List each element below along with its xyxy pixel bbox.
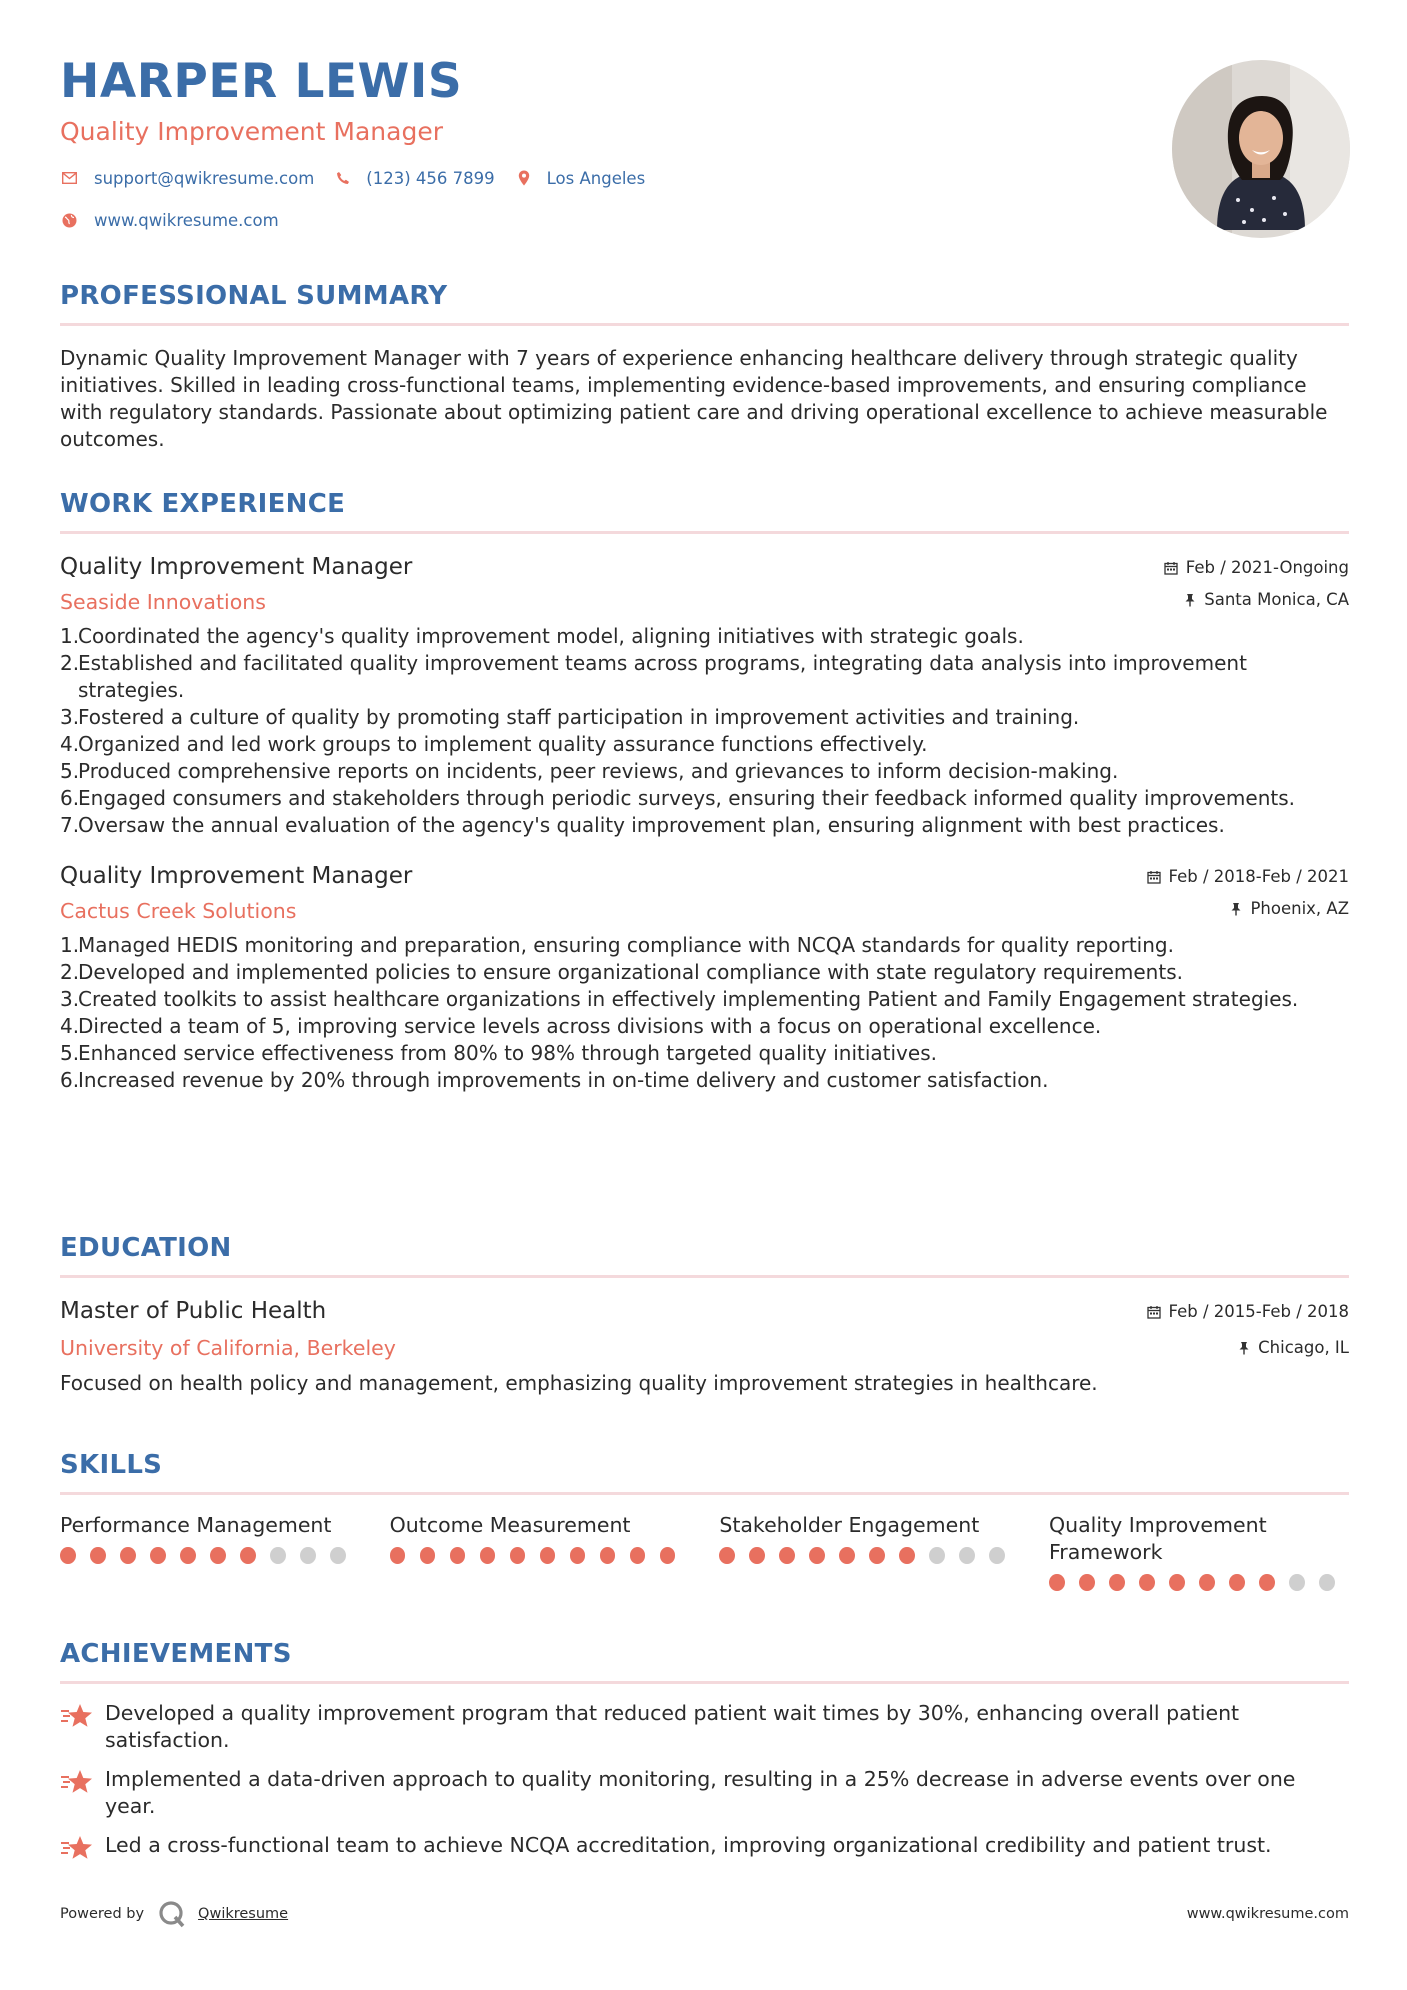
job-entry (60, 863, 1349, 1094)
rating-dot-empty (270, 1547, 286, 1564)
degree-name: Master of Public Health (60, 1298, 327, 1324)
job-dates-text: Feb / 2021-Ongoing (1185, 558, 1349, 577)
job-location (1230, 899, 1349, 918)
list-item: Established and facilitated quality improvement teams across programs, integrating data analysis into improvement strategies. (78, 651, 1247, 702)
list-item: Enhanced service effectiveness from 80% to 98% through targeted quality initiatives. (78, 1041, 937, 1065)
summary-heading: PROFESSIONAL SUMMARY (60, 281, 448, 311)
rating-dot-empty (959, 1547, 975, 1564)
footer-url[interactable]: www.qwikresume.com (1186, 1906, 1349, 1922)
phone-item[interactable] (334, 169, 494, 188)
map-pin-icon (515, 169, 533, 187)
rating-dot-empty (330, 1547, 346, 1564)
rating-dot-filled (210, 1547, 226, 1564)
education-location-text: Chicago, IL (1258, 1338, 1349, 1357)
summary-text: Dynamic Quality Improvement Manager with 7 years of experience enhancing healthcare delivery through strategic quality initiatives. Skilled in leading cross-functional teams, implementing evidence-based improvements, and ensuring compliance with regulatory standards. Passionate about optimizing patient care and driving operational excellence to achieve measurable outcomes. (60, 346, 1328, 451)
website-row (60, 210, 1349, 230)
globe-icon (60, 211, 78, 229)
rating-dot-filled (480, 1547, 496, 1564)
skill-name: Stakeholder Engagement (719, 1513, 980, 1537)
achievement-text: Implemented a data-driven approach to quality monitoring, resulting in a 25% decrease in adverse events over one year. (105, 1767, 1296, 1818)
job-dates (1147, 867, 1349, 886)
contact-row (60, 168, 1349, 188)
rating-dot-filled (869, 1547, 885, 1564)
education-dates-text: Feb / 2015-Feb / 2018 (1168, 1302, 1349, 1321)
resume-header (60, 54, 1349, 230)
list-item: Directed a team of 5, improving service levels across divisions with a focus on operational excellence. (78, 1014, 1102, 1038)
achievement-text: Led a cross-functional team to achieve NCQA accreditation, improving organizational credibility and patient trust. (105, 1833, 1272, 1857)
job-dates-text: Feb / 2018-Feb / 2021 (1168, 867, 1349, 886)
job-title: Quality Improvement Manager (60, 554, 413, 580)
job-location-text: Phoenix, AZ (1250, 899, 1349, 918)
rating-dot-filled (450, 1547, 466, 1564)
website-text: www.qwikresume.com (94, 210, 279, 230)
list-item (60, 1700, 1349, 1754)
list-item: Increased revenue by 20% through improvements in on-time delivery and customer satisfaction. (78, 1068, 1049, 1092)
company-name: Seaside Innovations (60, 590, 266, 614)
rating-dot-filled (749, 1547, 765, 1564)
duties-list (60, 932, 1349, 1094)
skills-grid (60, 1512, 1349, 1591)
calendar-icon (1164, 561, 1178, 575)
skill-rating (60, 1547, 360, 1564)
education-description: Focused on health policy and management, emphasizing quality improvement strategies in healthcare. (60, 1371, 1098, 1395)
rating-dot-filled (1169, 1574, 1185, 1591)
candidate-title: Quality Improvement Manager (60, 117, 443, 146)
rating-dot-filled (630, 1547, 646, 1564)
list-item: Fostered a culture of quality by promoting staff participation in improvement activities and training. (78, 705, 1080, 729)
rating-dot-filled (150, 1547, 166, 1564)
skill-name: Performance Management (60, 1513, 332, 1537)
powered-by (60, 1900, 288, 1928)
rating-dot-empty (300, 1547, 316, 1564)
star-icon (60, 1702, 94, 1732)
rating-dot-filled (1259, 1574, 1275, 1591)
skill-rating (390, 1547, 690, 1564)
list-item: Produced comprehensive reports on incidents, peer reviews, and grievances to inform decision-making. (78, 759, 1119, 783)
rating-dot-filled (240, 1547, 256, 1564)
section-divider (60, 1492, 1349, 1495)
qwikresume-link[interactable]: Qwikresume (198, 1906, 289, 1922)
education-heading: EDUCATION (60, 1233, 232, 1263)
powered-by-text: Powered by (60, 1906, 145, 1922)
rating-dot-filled (180, 1547, 196, 1564)
rating-dot-filled (779, 1547, 795, 1564)
rating-dot-filled (809, 1547, 825, 1564)
duties-list (60, 623, 1349, 839)
skill-name: Outcome Measurement (389, 1513, 631, 1537)
rating-dot-empty (929, 1547, 945, 1564)
section-divider (60, 1275, 1349, 1278)
profile-photo (1172, 60, 1350, 238)
company-name: Cactus Creek Solutions (60, 899, 297, 923)
education-section (60, 1235, 1349, 1397)
section-divider (60, 323, 1349, 326)
section-divider (60, 1681, 1349, 1684)
skill-item (719, 1512, 1019, 1591)
skill-item (60, 1512, 360, 1591)
list-item: Developed and implemented policies to ensure organizational compliance with state regulatory requirements. (78, 960, 1183, 984)
list-item: Coordinated the agency's quality improvement model, aligning initiatives with strategic goals. (78, 624, 1024, 648)
rating-dot-empty (1289, 1574, 1305, 1591)
rating-dot-filled (1109, 1574, 1125, 1591)
phone-icon (334, 169, 352, 187)
rating-dot-filled (1139, 1574, 1155, 1591)
candidate-name: HARPER LEWIS (60, 54, 463, 109)
pushpin-icon (1238, 1341, 1250, 1355)
rating-dot-filled (90, 1547, 106, 1564)
rating-dot-filled (719, 1547, 735, 1564)
job-title: Quality Improvement Manager (60, 863, 413, 889)
school-name: University of California, Berkeley (60, 1336, 396, 1360)
rating-dot-filled (540, 1547, 556, 1564)
experience-heading: WORK EXPERIENCE (60, 489, 346, 519)
pushpin-icon (1184, 593, 1196, 607)
star-icon (60, 1768, 94, 1798)
skills-section (60, 1452, 1349, 1591)
rating-dot-empty (1319, 1574, 1335, 1591)
skill-item (1049, 1512, 1349, 1591)
achievements-heading: ACHIEVEMENTS (60, 1639, 292, 1669)
list-item: Organized and led work groups to implement quality assurance functions effectively. (78, 732, 928, 756)
education-dates (1147, 1302, 1349, 1321)
list-item: Managed HEDIS monitoring and preparation, ensuring compliance with NCQA standards for quality reporting. (78, 933, 1174, 957)
location-text: Los Angeles (546, 168, 646, 188)
job-location-text: Santa Monica, CA (1204, 590, 1349, 609)
summary-section (60, 283, 1349, 453)
calendar-icon (1147, 870, 1161, 884)
skill-rating (1049, 1574, 1349, 1591)
education-location (1238, 1338, 1349, 1357)
experience-section (60, 491, 1349, 1094)
location-item (515, 169, 646, 188)
envelope-icon (60, 169, 78, 187)
rating-dot-filled (510, 1547, 526, 1564)
rating-dot-filled (420, 1547, 436, 1564)
rating-dot-filled (600, 1547, 616, 1564)
pushpin-icon (1230, 902, 1242, 916)
footer (60, 1900, 1349, 1930)
rating-dot-filled (570, 1547, 586, 1564)
rating-dot-filled (60, 1547, 76, 1564)
list-item (60, 1766, 1349, 1820)
job-location (1184, 590, 1349, 609)
list-item: Oversaw the annual evaluation of the agency's quality improvement plan, ensuring alignment with best practices. (78, 813, 1225, 837)
education-entry (60, 1298, 1349, 1397)
star-icon (60, 1834, 94, 1864)
rating-dot-filled (1229, 1574, 1245, 1591)
rating-dot-filled (660, 1547, 676, 1564)
rating-dot-filled (1199, 1574, 1215, 1591)
rating-dot-filled (899, 1547, 915, 1564)
rating-dot-filled (1049, 1574, 1065, 1591)
website-item[interactable] (60, 211, 279, 230)
skill-name: Quality Improvement Framework (1048, 1513, 1267, 1564)
phone-text: (123) 456 7899 (366, 168, 495, 188)
skill-item (390, 1512, 690, 1591)
rating-dot-filled (120, 1547, 136, 1564)
rating-dot-filled (839, 1547, 855, 1564)
achievements-section (60, 1641, 1349, 1876)
job-entry (60, 554, 1349, 839)
email-text: support@qwikresume.com (94, 168, 315, 188)
skill-rating (719, 1547, 1019, 1564)
job-dates (1164, 558, 1349, 577)
list-item (60, 1832, 1349, 1864)
list-item: Created toolkits to assist healthcare organizations in effectively implementing Patient and Family Engagement strategies. (78, 987, 1299, 1011)
section-divider (60, 531, 1349, 534)
rating-dot-filled (1079, 1574, 1095, 1591)
skills-heading: SKILLS (60, 1450, 163, 1480)
calendar-icon (1147, 1305, 1161, 1319)
achievement-text: Developed a quality improvement program that reduced patient wait times by 30%, enhancing overall patient satisfaction. (105, 1701, 1240, 1752)
achievements-list (60, 1700, 1349, 1864)
list-item: Engaged consumers and stakeholders through periodic surveys, ensuring their feedback informed quality improvements. (78, 786, 1295, 810)
rating-dot-filled (390, 1547, 406, 1564)
email-item[interactable] (60, 169, 314, 188)
rating-dot-empty (989, 1547, 1005, 1564)
qwikresume-logo-icon (158, 1900, 186, 1928)
